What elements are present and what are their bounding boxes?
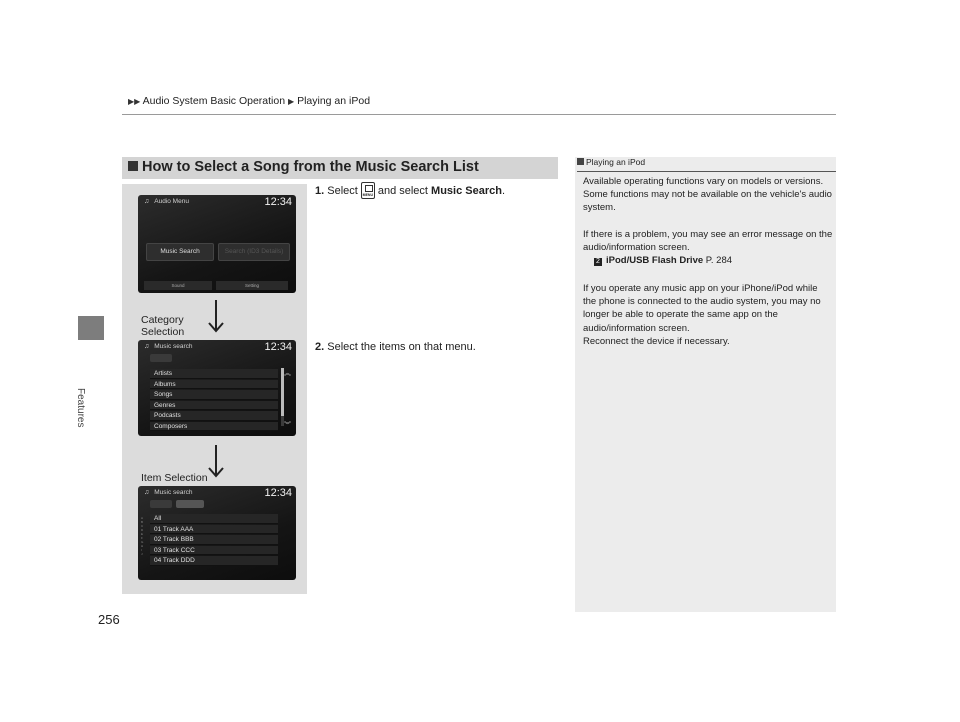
- scroll-up-icon[interactable]: ︽: [284, 370, 291, 377]
- list-item[interactable]: Albums: [150, 380, 278, 390]
- section-square-icon: [128, 161, 138, 171]
- audio-menu-screen: [138, 195, 296, 293]
- screen-clock: 12:34: [264, 341, 292, 353]
- breadcrumb-arrow-icon: ▶▶: [128, 97, 141, 106]
- note-paragraph: If you operate any music app on your iPhone/iPod while the phone is connected to the audio system, you may no longer be able to operate the same app on the audio/information screen.: [583, 283, 821, 334]
- music-note-icon: ♫: [144, 198, 150, 205]
- chapter-label-text: Features: [75, 388, 86, 428]
- breadcrumb-parent: Audio System Basic Operation: [142, 95, 286, 107]
- step-2: 2. Select the items on that menu.: [315, 341, 476, 353]
- category-tab[interactable]: [150, 500, 172, 508]
- list-item[interactable]: Artists: [150, 369, 278, 379]
- setting-button[interactable]: Setting: [216, 281, 288, 290]
- step-1: 1. SelectMENU and select Music Search.: [315, 182, 505, 199]
- scroll-down-icon[interactable]: ︾: [284, 422, 291, 429]
- music-note-icon: ♫: [144, 489, 150, 496]
- note-paragraph: Available operating functions vary on models or versions. Some functions may not be available on the vehicle's audio system.: [583, 176, 832, 214]
- screen-clock: 12:34: [264, 487, 292, 499]
- note-panel: [575, 157, 836, 612]
- breadcrumb: [128, 95, 370, 107]
- music-search-button[interactable]: Music Search: [146, 243, 214, 261]
- list-item[interactable]: 01 Track AAA: [150, 525, 278, 535]
- list-item[interactable]: 03 Track CCC: [150, 546, 278, 556]
- sound-button[interactable]: Sound: [144, 281, 212, 290]
- search-id3-button[interactable]: Search (ID3 Details): [218, 243, 290, 261]
- alphabet-index[interactable]: A B C D E F G H I J: [141, 516, 144, 556]
- down-arrow-icon: [206, 445, 226, 479]
- item-tab[interactable]: [176, 500, 204, 508]
- chapter-tab-marker: [78, 316, 104, 340]
- note-marker-icon: [577, 158, 584, 165]
- category-tab[interactable]: [150, 354, 172, 362]
- down-arrow-icon: [206, 300, 226, 334]
- menu-button-icon: [361, 182, 375, 199]
- header-divider: [122, 114, 836, 115]
- note-divider: [577, 171, 836, 172]
- music-note-icon: ♫: [144, 343, 150, 350]
- list-item[interactable]: 02 Track BBB: [150, 535, 278, 545]
- section-title: How to Select a Song from the Music Search List: [142, 159, 479, 175]
- music-search-category-screen: [138, 340, 296, 436]
- music-search-track-screen: [138, 486, 296, 580]
- breadcrumb-current: Playing an iPod: [297, 95, 371, 107]
- chapter-side-label: [75, 380, 100, 460]
- screen-title: ♫ Music search: [144, 489, 193, 496]
- note-paragraph: If there is a problem, you may see an error message on the audio/information screen.: [583, 229, 833, 254]
- list-item[interactable]: Genres: [150, 401, 278, 411]
- list-item[interactable]: Podcasts: [150, 411, 278, 421]
- list-item[interactable]: Songs: [150, 390, 278, 400]
- screen-title: ♫ Music search: [144, 343, 193, 350]
- page-number: 256: [98, 612, 120, 627]
- reference-icon: 2: [594, 258, 602, 266]
- screen-clock: 12:34: [264, 196, 292, 208]
- category-selection-caption: Category Selection: [141, 314, 185, 338]
- cross-reference-link[interactable]: 2 iPod/USB Flash Drive P. 284: [594, 255, 732, 266]
- item-selection-caption: Item Selection: [141, 472, 208, 484]
- list-item[interactable]: 04 Track DDD: [150, 556, 278, 566]
- screen-title: ♫ Audio Menu: [144, 198, 189, 205]
- section-heading: [122, 157, 558, 179]
- list-item[interactable]: All: [150, 514, 278, 524]
- note-heading: Playing an iPod: [577, 157, 645, 167]
- list-item[interactable]: Composers: [150, 422, 278, 432]
- note-paragraph: Reconnect the device if necessary.: [583, 336, 730, 347]
- breadcrumb-arrow-icon: ▶: [287, 97, 295, 106]
